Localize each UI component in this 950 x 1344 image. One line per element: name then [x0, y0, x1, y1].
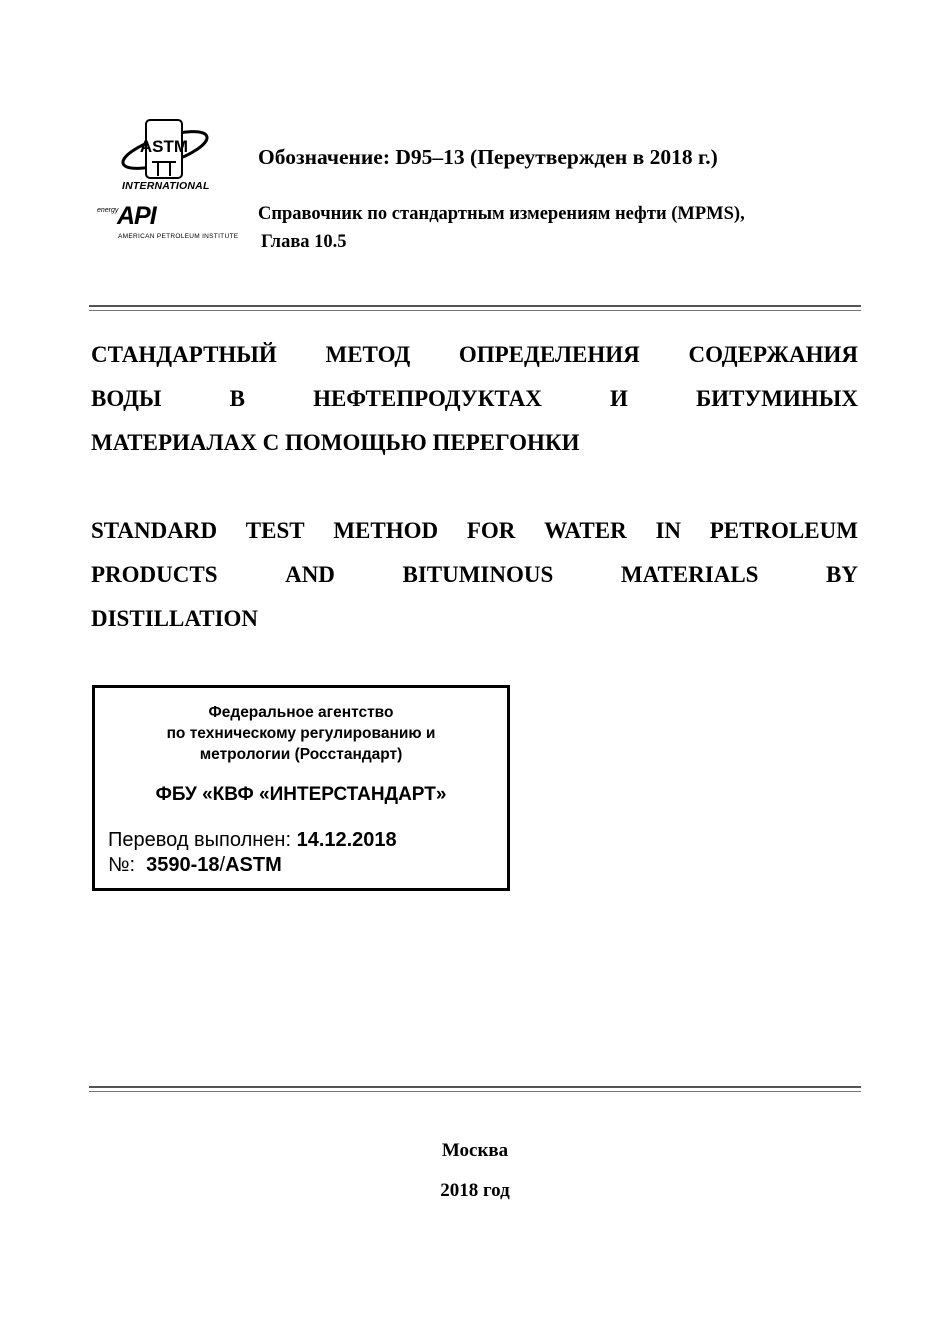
- title-word: В: [229, 386, 245, 411]
- title-word: И: [609, 386, 628, 411]
- translation-date: 14.12.2018: [296, 829, 397, 851]
- title-word: TEST: [245, 518, 305, 543]
- title-ru-line-3: [91, 421, 858, 465]
- title-en-line-1: [91, 509, 858, 553]
- organization-name: ФБУ «КВФ «ИНТЕРСТАНДАРТ»: [155, 784, 447, 805]
- title-word: MATERIALS: [620, 562, 759, 587]
- title-english: [91, 509, 858, 641]
- title-word: БИТУМИНЫХ: [695, 386, 858, 411]
- title-en-line-3: [91, 597, 858, 641]
- top-divider: [89, 305, 861, 311]
- title-word: PRODUCTS: [91, 562, 218, 587]
- title-en-line-2: [91, 553, 858, 597]
- title-line-text: МАТЕРИАЛАХ С ПОМОЩЬЮ ПЕРЕГОНКИ: [91, 430, 580, 455]
- title-line-text: DISTILLATION: [91, 606, 259, 631]
- api-energy-text: energy: [97, 207, 119, 214]
- title-word: МЕТОД: [325, 342, 411, 367]
- manual-line-1: Справочник по стандартным измерениям нефти (MPMS),: [258, 204, 745, 224]
- translation-number-row: [108, 854, 282, 877]
- agency-line-1: Федеральное агентство: [208, 704, 394, 721]
- agency-line-2: по техническому регулированию и: [166, 725, 436, 742]
- title-word: НЕФТЕПРОДУКТАХ: [313, 386, 542, 411]
- title-word: FOR: [466, 518, 516, 543]
- agency-line-3: метрологии (Росстандарт): [199, 746, 403, 763]
- title-ru-line-2: [91, 377, 858, 421]
- title-word: AND: [285, 562, 335, 587]
- title-word: BY: [826, 562, 858, 587]
- translation-number: 3590-18: [146, 854, 220, 876]
- title-russian: [91, 333, 858, 465]
- title-word: PETROLEUM: [709, 518, 858, 543]
- title-word: СОДЕРЖАНИЯ: [688, 342, 858, 367]
- translation-date-row: [108, 829, 397, 852]
- translation-number-slash: /: [219, 854, 226, 876]
- agency-name: [95, 702, 507, 765]
- title-word: METHOD: [333, 518, 439, 543]
- bottom-divider: [89, 1086, 861, 1092]
- translation-stamp: [92, 685, 510, 891]
- api-name-text: AMERICAN PETROLEUM INSTITUTE: [118, 233, 239, 240]
- designation: Обозначение: D95–13 (Переутвержден в 2018 г.): [258, 145, 718, 169]
- title-word: WATER: [544, 518, 627, 543]
- title-word: СТАНДАРТНЫЙ: [91, 342, 277, 367]
- api-logo: API: [117, 202, 156, 230]
- title-word: ОПРЕДЕЛЕНИЯ: [458, 342, 640, 367]
- title-ru-line-1: [91, 333, 858, 377]
- manual-line-2: Глава 10.5: [261, 232, 347, 252]
- title-word: STANDARD: [91, 518, 218, 543]
- astm-letters: ASTM: [139, 137, 189, 156]
- title-word: IN: [655, 518, 681, 543]
- city: Москва: [441, 1140, 509, 1161]
- astm-international-text: INTERNATIONAL: [122, 180, 210, 192]
- translation-date-label: Перевод выполнен:: [108, 829, 292, 851]
- title-word: ВОДЫ: [91, 386, 162, 411]
- translation-number-suffix: ASTM: [225, 854, 282, 876]
- manual-reference: [258, 200, 745, 256]
- year: 2018 год: [440, 1180, 510, 1201]
- title-word: BITUMINOUS: [402, 562, 554, 587]
- translation-number-label: №:: [108, 854, 136, 876]
